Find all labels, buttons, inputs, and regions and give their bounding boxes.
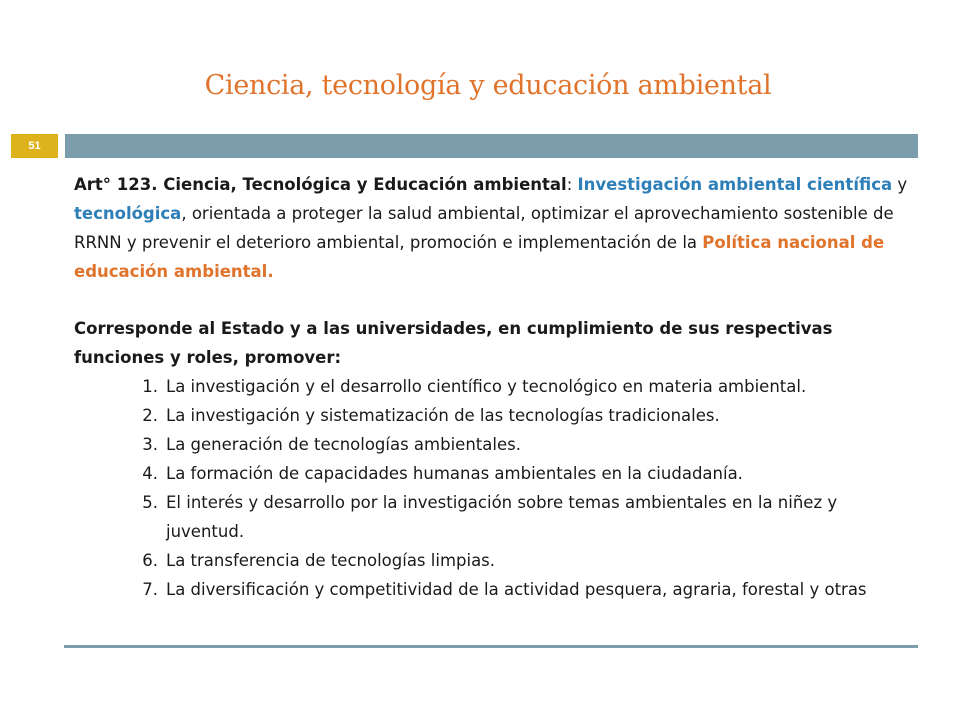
article-colon: : [566,175,578,194]
list-item-text: El interés y desarrollo por la investigación sobre temas ambientales en la niñez y juventud. [166,493,838,541]
highlight-technological: tecnológica [74,204,182,223]
list-item-text: La investigación y sistematización de las tecnologías tradicionales. [166,406,720,425]
list-item [74,488,914,546]
article-body: , orientada a proteger la salud ambiental, optimizar el aprovechamiento sostenible de RRNN y prevenir el deterioro ambiental, promoción e implementación de la [74,204,894,252]
responsibility-intro: Corresponde al Estado y a las universidades, en cumplimiento de sus respectivas funciones y roles, promover: [74,319,833,367]
list-item-text: La transferencia de tecnologías limpias. [166,551,496,570]
slide-content [74,170,914,604]
highlight-scientific-research: Investigación ambiental científica [577,175,893,194]
paragraph-spacer [74,286,914,314]
list-item [74,430,914,459]
article-conjunction: y [892,175,908,194]
list-item-number: 6. [142,551,158,570]
list-item-text: La investigación y el desarrollo científico y tecnológico en materia ambiental. [166,377,807,396]
list-item [74,575,914,604]
list-item-number: 1. [142,377,158,396]
list-item-number: 4. [142,464,158,483]
list-item-text: La generación de tecnologías ambientales. [166,435,521,454]
footer-divider-line [64,645,918,648]
list-item [74,372,914,401]
article-heading: Art° 123. Ciencia, Tecnológica y Educación ambiental [74,175,567,194]
slide-title: Ciencia, tecnología y educación ambiental [204,70,772,101]
list-item-number: 2. [142,406,158,425]
header-divider-bar [65,134,918,158]
list-item-number: 7. [142,580,158,599]
list-item [74,546,914,575]
list-item [74,401,914,430]
list-item-number: 5. [142,493,158,512]
list-item-text: La formación de capacidades humanas ambientales en la ciudadanía. [166,464,743,483]
list-item-text: La diversificación y competitividad de la actividad pesquera, agraria, forestal y otras [166,580,867,599]
list-item-number: 3. [142,435,158,454]
promotion-list [74,372,914,604]
article-paragraph [74,170,914,286]
highlight-national-policy: Política nacional de educación ambiental. [74,233,885,281]
list-item [74,459,914,488]
page-number-badge: 51 [11,134,58,158]
